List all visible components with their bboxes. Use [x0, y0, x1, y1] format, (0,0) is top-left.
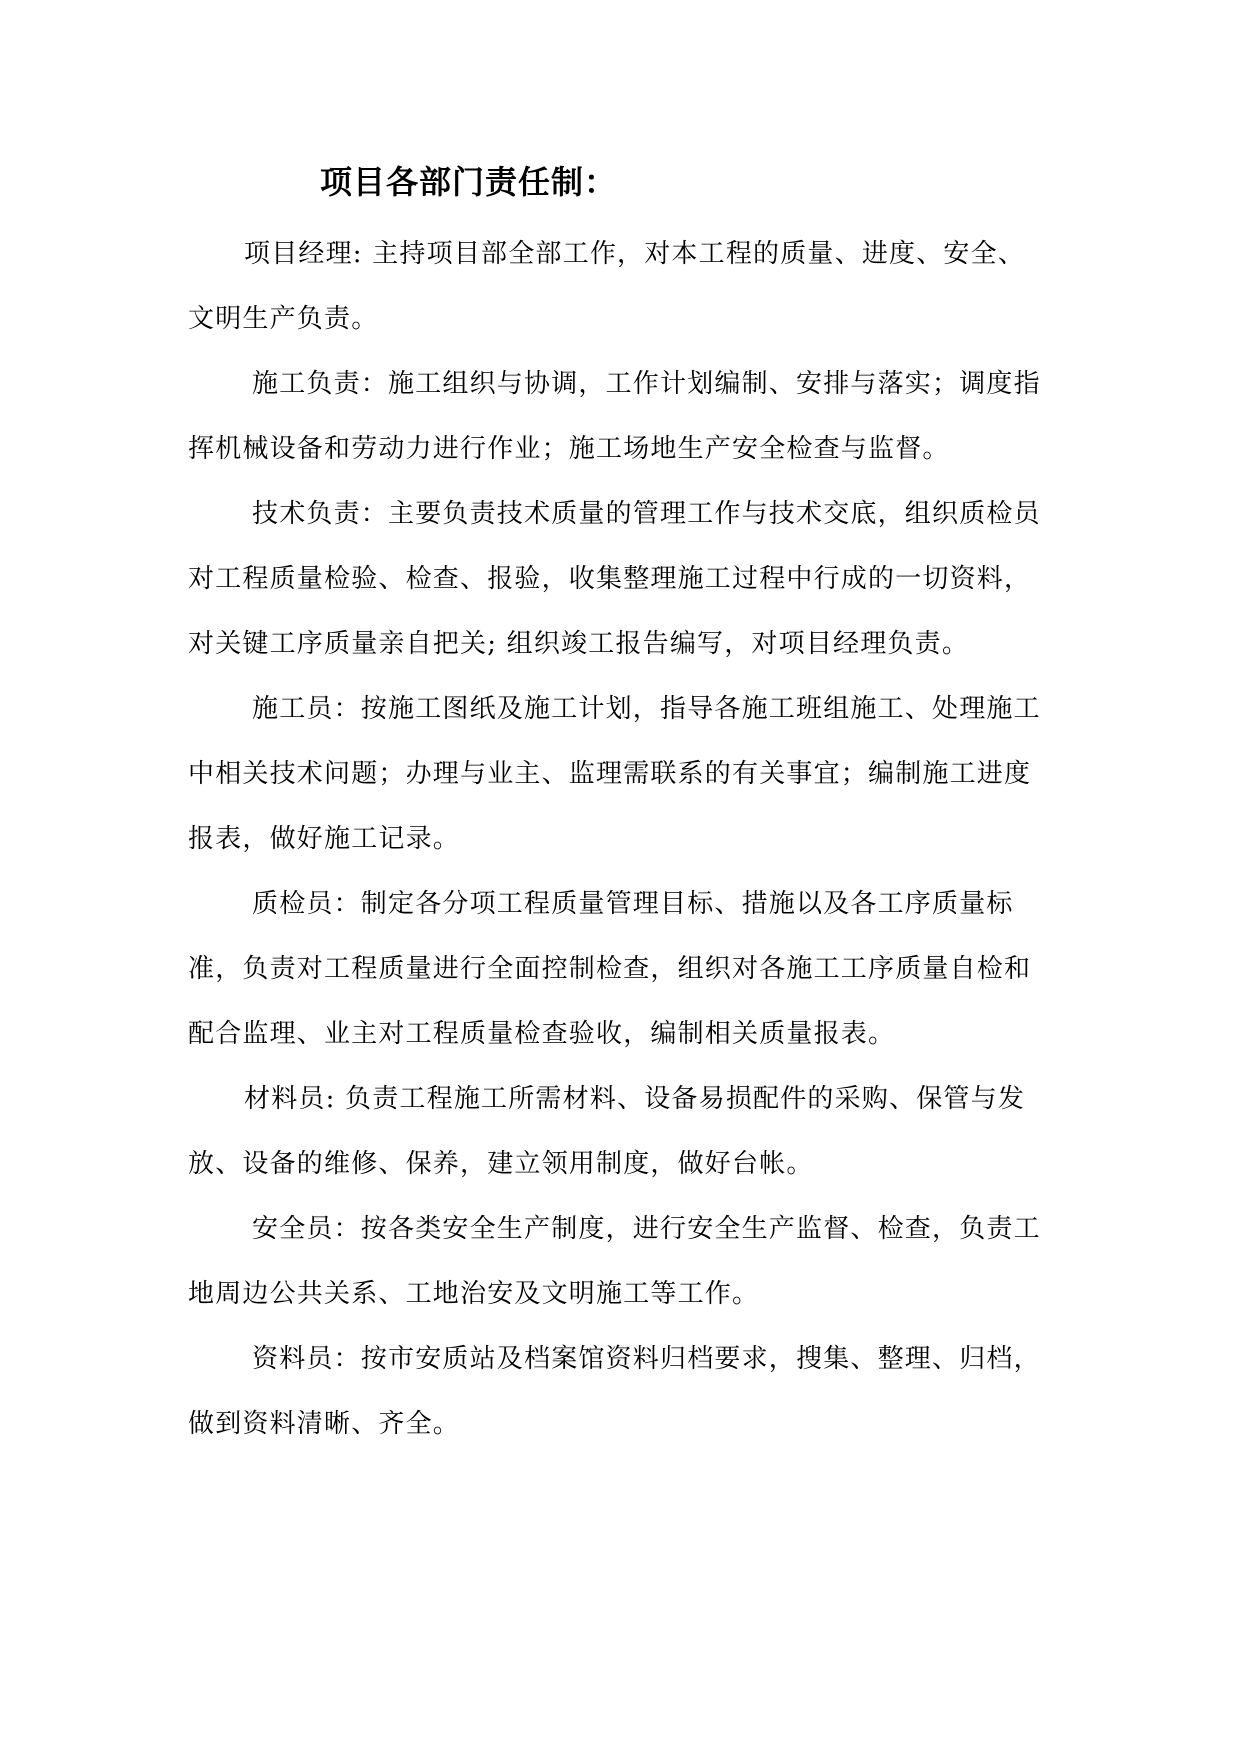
paragraph-project-manager: 项目经理: 主持项目部全部工作，对本工程的质量、进度、安全、文明生产负责。 [188, 239, 1026, 334]
paragraph-materials-staff: 材料员: 负责工程施工所需材料、设备易损配件的采购、保管与发放、设备的维修、保养，建立领用制度，做好台帐。 [188, 1084, 1026, 1179]
document-body [188, 222, 1051, 1457]
paragraph-technical-lead: 技术负责：主要负责技术质量的管理工作与技术交底，组织质检员对工程质量检验、检查、报验，收集整理施工过程中行成的一切资料，对关键工序质量亲自把关; 组织竣工报告编写，对项目经理负责。 [188, 499, 1041, 659]
document-title: 项目各部门责任制： [320, 163, 618, 201]
paragraph-construction-staff: 施工员：按施工图纸及施工计划，指导各施工班组施工、处理施工中相关技术问题；办理与业主、监理需联系的有关事宜；编制施工进度报表，做好施工记录。 [188, 694, 1041, 854]
paragraph-safety-officer: 安全员：按各类安全生产制度，进行安全生产监督、检查，负责工地周边公共关系、工地治安及文明施工等工作。 [188, 1214, 1041, 1309]
paragraph-quality-inspector: 质检员：制定各分项工程质量管理目标、措施以及各工序质量标准，负责对工程质量进行全面控制检查，组织对各施工工序质量自检和配合监理、业主对工程质量检查验收，编制相关质量报表。 [188, 889, 1032, 1049]
paragraph-construction-lead: 施工负责：施工组织与协调，工作计划编制、安排与落实；调度指挥机械设备和劳动力进行作业；施工场地生产安全检查与监督。 [188, 369, 1041, 464]
paragraph-records-clerk: 资料员：按市安质站及档案馆资料归档要求，搜集、整理、归档，做到资料清晰、齐全。 [188, 1344, 1041, 1439]
